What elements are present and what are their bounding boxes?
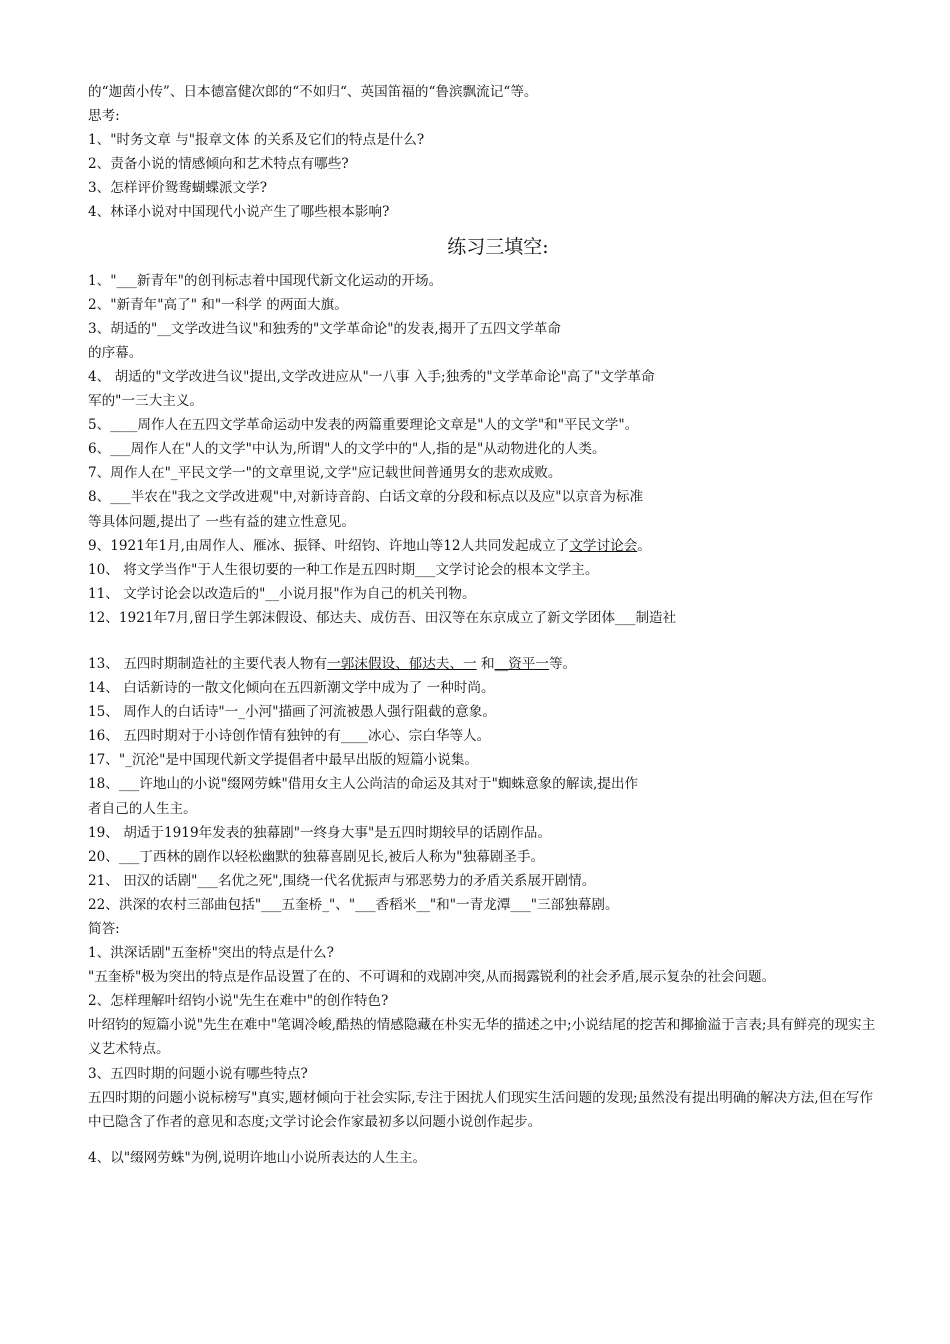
fill-text: 9、1921年1月,由周作人、雁冰、振铎、叶绍钧、许地山等12人共同发起成立了: [88, 537, 570, 554]
fill-answer: 文学讨论会: [569, 537, 638, 554]
fill-item-continued: 军的"一三大主义。: [88, 393, 204, 410]
think-question: 2、责备小说的情感倾向和艺术特点有哪些?: [88, 156, 349, 173]
fill-item-continued: 等具体问题,提出了 一些有益的建立性意见。: [88, 513, 355, 530]
fill-answer: __资平一: [494, 655, 549, 672]
fill-item: 22、洪深的农村三部曲包括"___五奎桥_"、"___香稻米__"和"一青龙潭___"三部独幕剧。: [88, 896, 619, 913]
blank-gap: [88, 630, 878, 652]
short-answer-label: 简答:: [88, 921, 120, 937]
fill-item: 19、 胡适于1919年发表的独幕剧"一终身大事"是五四时期较早的话剧作品。: [88, 824, 551, 841]
short-question: 4、以"缀网劳蛛"为例,说明许地山小说所表达的人生主。: [88, 1149, 427, 1166]
fill-item: 12、1921年7月,留日学生郭沫假设、郁达夫、成仿吾、田汉等在东京成立了新文学团体___制造社: [88, 609, 677, 626]
fill-item: [88, 534, 878, 558]
fill-item: 6、___周作人在"人的文学"中认为,所谓"人的文学中的"人,指的是"从动物进化的人类。: [88, 441, 606, 458]
fill-text: 和: [476, 655, 495, 672]
fill-item: 4、 胡适的"文学改进刍议"提出,文学改进应从"一八事 入手;独秀的"文学革命论"高了"文学革命: [88, 368, 655, 385]
think-question: 3、怎样评价鸳鸯蝴蝶派文学?: [88, 180, 268, 197]
think-label: 思考:: [88, 108, 120, 125]
short-answer: 叶绍钧的短篇小说"先生在难中"笔调冷峻,酷热的情感隐藏在朴实无华的描述之中;小说结尾的挖苦和揶揄溢于言表;具有鲜亮的现实主义艺术特点。: [88, 1017, 876, 1058]
fill-item: 2、"新青年"高了" 和"一科学 的两面大旗。: [88, 296, 348, 313]
short-question: 2、怎样理解叶绍钧小说"先生在难中"的创作特色?: [88, 993, 389, 1010]
fill-text: 等。: [548, 655, 577, 672]
blank-gap: [88, 1134, 878, 1146]
short-answer: "五奎桥"极为突出的特点是作品设置了在的、不可调和的戏剧冲突,从而揭露锐利的社会矛盾,展示复杂的社会问题。: [88, 969, 776, 986]
short-question: 3、五四时期的问题小说有哪些特点?: [88, 1065, 308, 1082]
fill-item: 5、____周作人在五四文学革命运动中发表的两篇重要理论文章是"人的文学"和"平民文学"。: [88, 417, 639, 434]
fill-item: 21、 田汉的话剧"___名优之死",围绕一代名优振声与邪恶势力的矛盾关系展开剧情。: [88, 872, 596, 889]
fill-answer: 一郭沫假设、郁达夫、一: [327, 655, 477, 672]
short-question: 1、洪深话剧"五奎桥"突出的特点是什么?: [88, 945, 334, 962]
intro-line: 的“迦茵小传”、日本德富健次郎的“不如归“、英国笛福的“鲁滨飘流记“等。: [88, 84, 538, 100]
fill-item: 17、"_沉沦"是中国现代新文学提倡者中最早出版的短篇小说集。: [88, 752, 479, 769]
fill-item: 1、"___新青年"的创刊标志着中国现代新文化运动的开场。: [88, 272, 443, 289]
fill-item: 8、___半农在"我之文学改进观"中,对新诗音韵、白话文章的分段和标点以及应"以京音为标准: [88, 489, 644, 506]
fill-item: 14、 白话新诗的一散文化倾向在五四新潮文学中成为了 一种时尚。: [88, 680, 495, 697]
fill-item-continued: 者自己的人生主。: [88, 800, 197, 817]
think-question: 1、"时务文章 与"报章文体 的关系及它们的特点是什么?: [88, 132, 425, 149]
fill-item: 10、 将文学当作"于人生很切要的一种工作是五四时期___文学讨论会的根本文学主。: [88, 561, 599, 578]
fill-item: 20、___丁西林的剧作以轻松幽默的独幕喜剧见长,被后人称为"独幕剧圣手。: [88, 848, 545, 865]
section-title: 练习三填空:: [447, 235, 549, 258]
fill-item: 18、___许地山的小说"缀网劳蛛"借用女主人公尚洁的命运及其对于"蜘蛛意象的解读,提出作: [88, 776, 639, 793]
fill-item: 7、周作人在"_平民文学一"的文章里说,文学"应记载世间普通男女的悲欢成败。: [88, 465, 562, 482]
fill-item: 15、 周作人的白话诗"一_小河"描画了河流被愚人强行阻截的意象。: [88, 704, 496, 721]
document-page: [88, 80, 878, 1170]
think-question: 4、林译小说对中国现代小说产生了哪些根本影响?: [88, 204, 390, 221]
fill-item: 3、胡适的"__文学改进刍议"和独秀的"文学革命论"的发表,揭开了五四文学革命: [88, 320, 561, 337]
fill-item: 16、 五四时期对于小诗创作情有独钟的有____冰心、宗白华等人。: [88, 728, 491, 745]
fill-text: 13、 五四时期制造社的主要代表人物有: [88, 655, 328, 672]
fill-item-continued: 的序幕。: [88, 344, 143, 361]
fill-item: [88, 652, 878, 676]
fill-text: 。: [637, 537, 651, 554]
short-answer: 五四时期的问题小说标榜写"真实,题材倾向于社会实际,专注于困扰人们现实生活问题的发现;虽然没有提出明确的解决方法,但在写作中已隐含了作者的意见和态度;文学讨论会作家最初多以问题小说创作起步。: [88, 1089, 874, 1130]
fill-item: 11、 文学讨论会以改造后的"__小说月报"作为自己的机关刊物。: [88, 585, 476, 602]
